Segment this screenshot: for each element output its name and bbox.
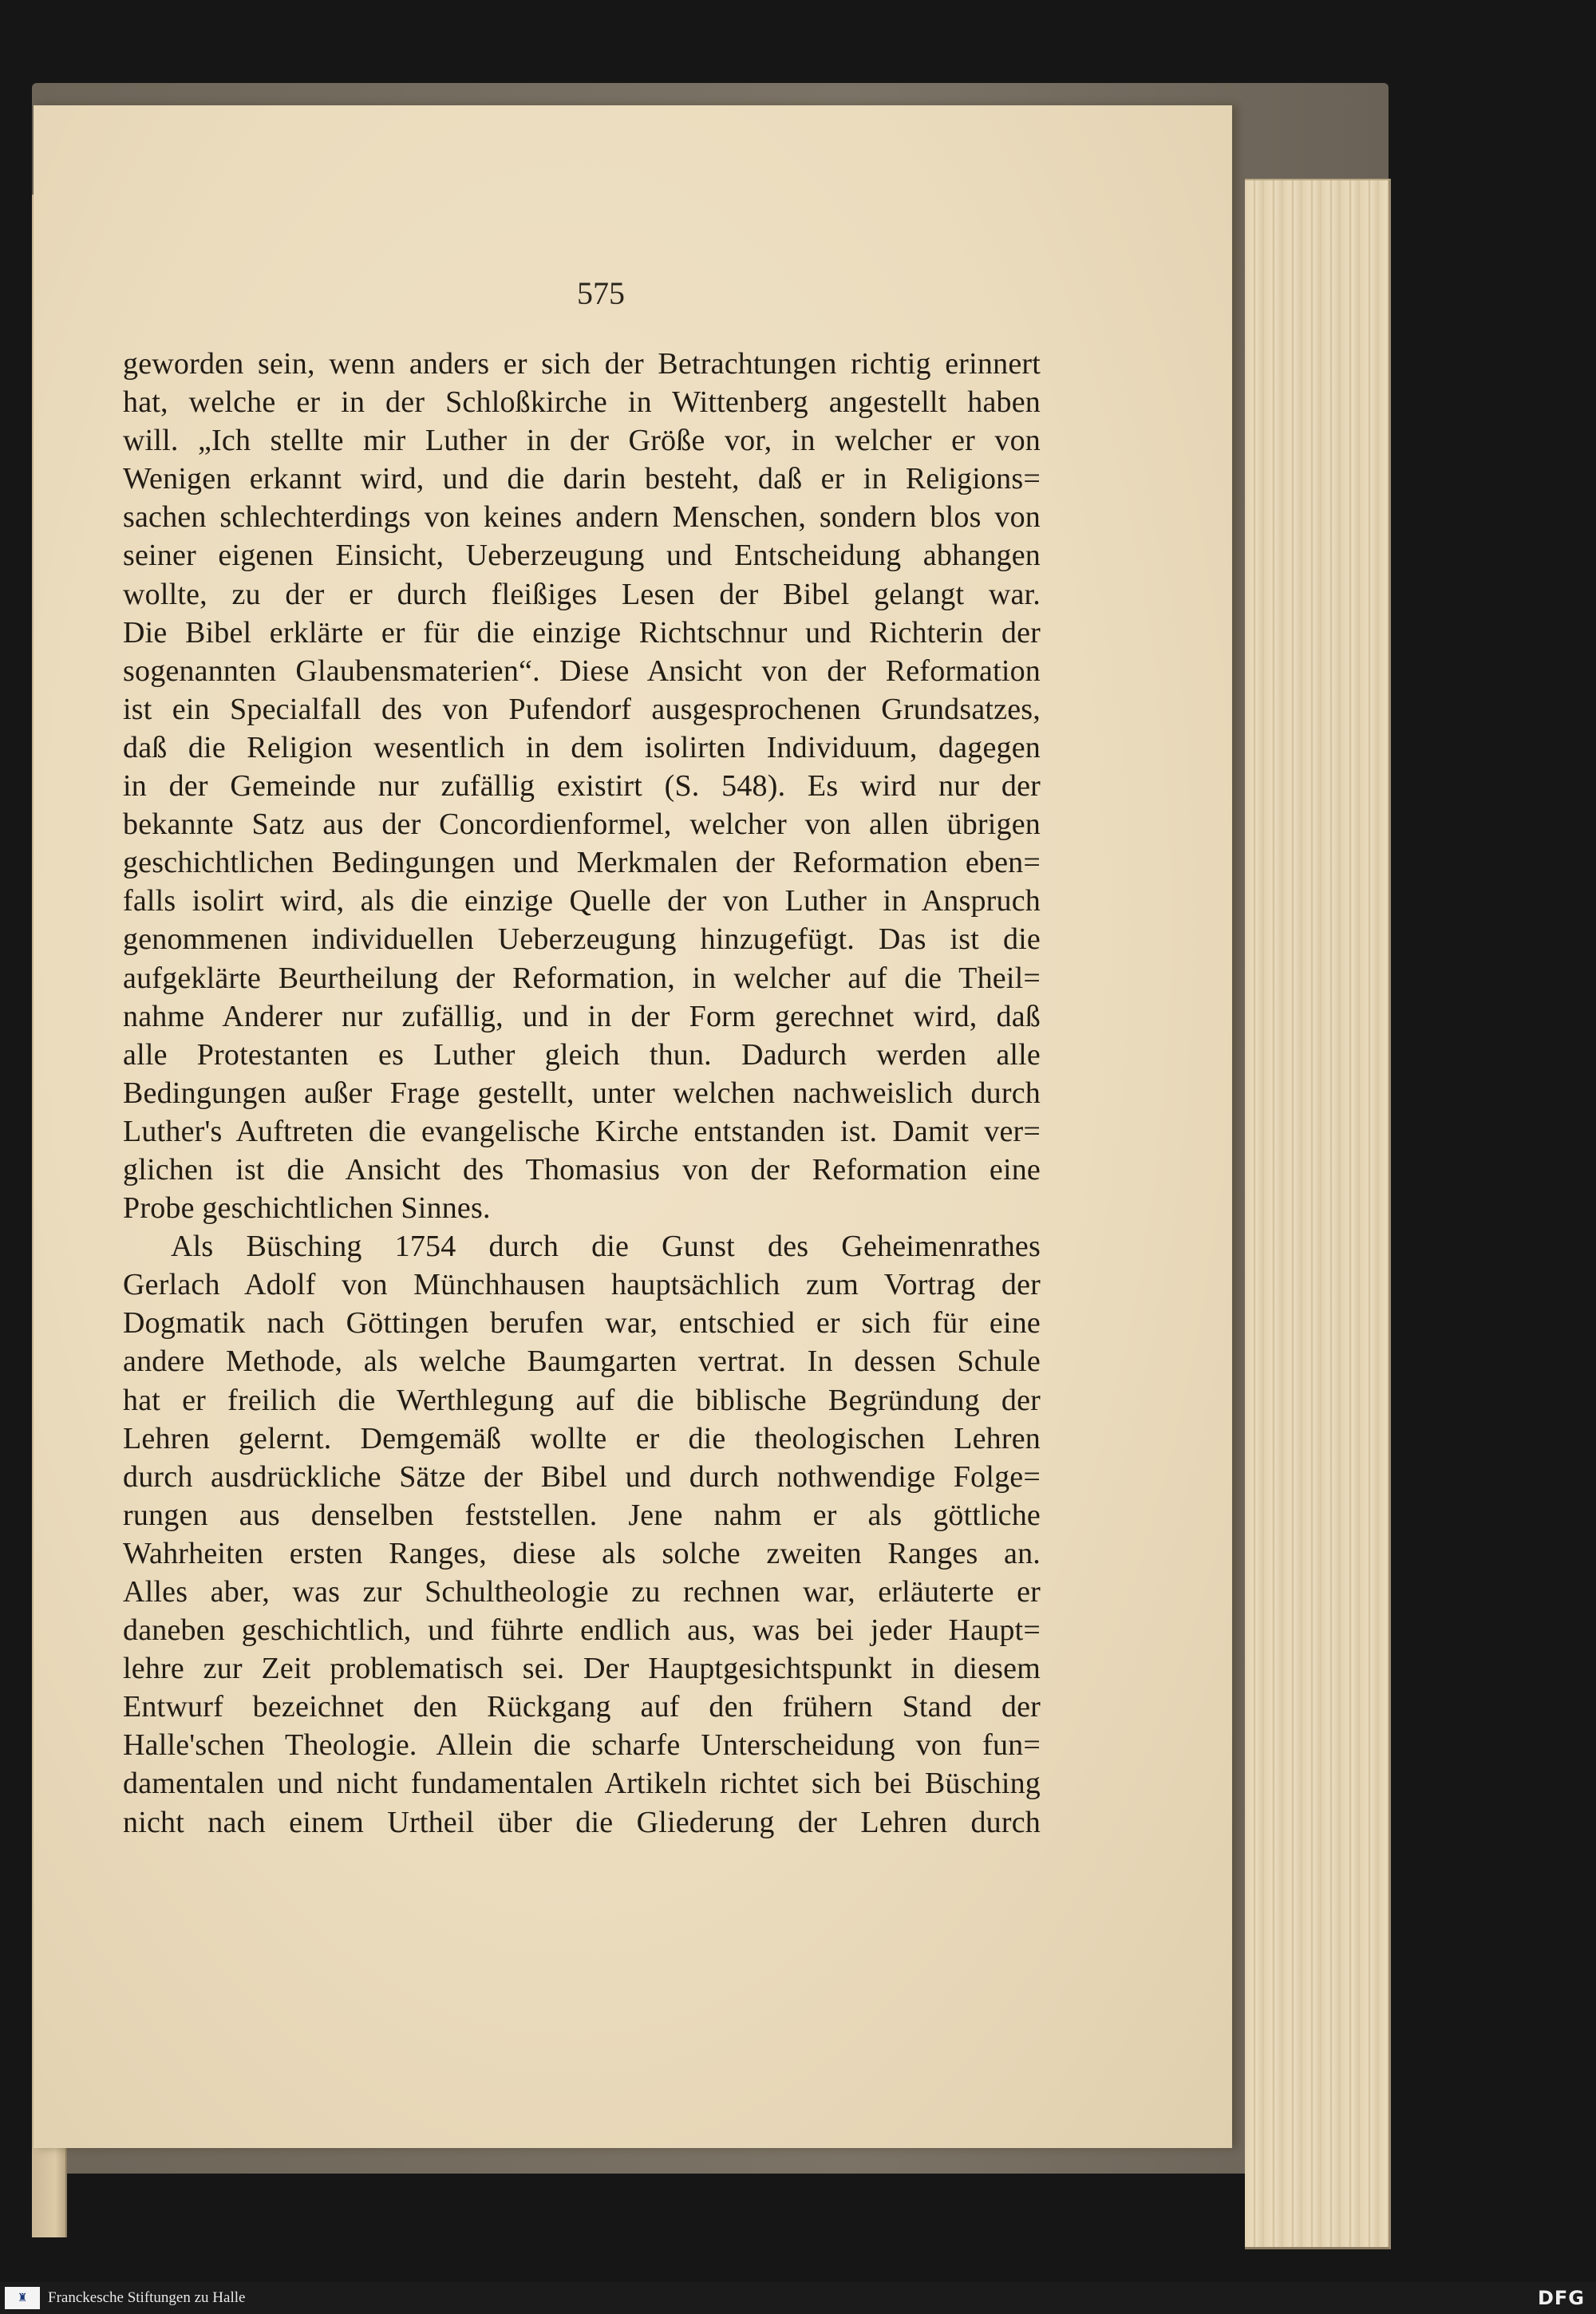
text-line: ist ein Specialfall des von Pufendorf ausgesprochenen Grundsatzes,	[123, 692, 1041, 726]
text-line: wollte, zu der er durch fleißiges Lesen der Bibel gelangt war.	[123, 577, 1041, 611]
text-line: bekannte Satz aus der Concordienformel, welcher von allen übrigen	[123, 808, 1041, 842]
page-number: 575	[577, 275, 625, 311]
text-line: Entwurf bezeichnet den Rückgang auf den frühern Stand der	[123, 1690, 1041, 1724]
text-line: lehre zur Zeit problematisch sei. Der Hauptgesichtspunkt in diesem	[123, 1652, 1041, 1686]
text-line: Als Büsching 1754 durch die Gunst des Geheimenrathes	[171, 1230, 1041, 1264]
text-line: Lehren gelernt. Demgemäß wollte er die theologischen Lehren	[123, 1421, 1041, 1455]
franckesche-stiftungen-logo-icon: ♜	[5, 2287, 40, 2309]
text-line: rungen aus denselben feststellen. Jene nahm er als göttliche	[123, 1498, 1041, 1532]
text-line: damentalen und nicht fundamentalen Artikeln richtet sich bei Büsching	[123, 1767, 1041, 1801]
text-line: durch ausdrückliche Sätze der Bibel und durch nothwendige Folge=	[123, 1459, 1041, 1494]
text-line: Wenigen erkannt wird, und die darin besteht, daß er in Religions=	[123, 462, 1041, 496]
right-page-edges	[1245, 179, 1391, 2249]
text-line: Dogmatik nach Göttingen berufen war, entschied er sich für eine	[123, 1306, 1041, 1341]
page-text-block	[123, 345, 1041, 1842]
text-line: Luther's Auftreten die evangelische Kirche entstanden ist. Damit ver=	[123, 1114, 1041, 1148]
text-line: glichen ist die Ansicht des Thomasius von der Reformation eine	[123, 1152, 1041, 1187]
text-line: sachen schlechterdings von keines andern Menschen, sondern blos von	[123, 500, 1041, 535]
viewer-footer-bar	[0, 2282, 1596, 2314]
text-line: nicht nach einem Urtheil über die Gliederung der Lehren durch	[123, 1805, 1041, 1839]
text-line: aufgeklärte Beurtheilung der Reformation, in welcher auf die Theil=	[123, 961, 1041, 995]
text-line: geworden sein, wenn anders er sich der Betrachtungen richtig erinnert	[123, 347, 1041, 381]
text-line: will. „Ich stellte mir Luther in der Größe vor, in welcher er von	[123, 424, 1041, 458]
text-line: nahme Anderer nur zufällig, und in der Form gerechnet wird, daß	[123, 999, 1041, 1033]
text-line: andere Methode, als welche Baumgarten vertrat. In dessen Schule	[123, 1345, 1041, 1379]
text-line: Die Bibel erklärte er für die einzige Richtschnur und Richterin der	[123, 615, 1041, 650]
text-line: seiner eigenen Einsicht, Ueberzeugung und Entscheidung abhangen	[123, 539, 1041, 573]
text-line: daß die Religion wesentlich in dem isolirten Individuum, dagegen	[123, 730, 1041, 764]
text-line: daneben geschichtlich, und führte endlich aus, was bei jeder Haupt=	[123, 1613, 1041, 1648]
text-line: Alles aber, was zur Schultheologie zu rechnen war, erläuterte er	[123, 1575, 1041, 1609]
book-page	[34, 105, 1232, 2148]
text-line: Gerlach Adolf von Münchhausen hauptsächlich zum Vortrag der	[123, 1268, 1041, 1302]
text-line: genommenen individuellen Ueberzeugung hinzugefügt. Das ist die	[123, 922, 1041, 957]
text-line: Wahrheiten ersten Ranges, diese als solche zweiten Ranges an.	[123, 1536, 1041, 1570]
text-line: falls isolirt wird, als die einzige Quelle der von Luther in Anspruch	[123, 884, 1041, 918]
text-line: Probe geschichtlichen Sinnes.	[123, 1191, 491, 1226]
text-line: Halle'schen Theologie. Allein die scharfe Unterscheidung von fun=	[123, 1728, 1041, 1763]
text-line: sogenannten Glaubensmaterien“. Diese Ansicht von der Reformation	[123, 654, 1041, 688]
dfg-logo: DFG	[1537, 2287, 1585, 2309]
text-line: hat, welche er in der Schloßkirche in Wittenberg angestellt haben	[123, 385, 1041, 420]
text-line: in der Gemeinde nur zufällig existirt (S. 548). Es wird nur der	[123, 769, 1041, 804]
text-line: Bedingungen außer Frage gestellt, unter welchen nachweislich durch	[123, 1076, 1041, 1110]
text-line: hat er freilich die Werthlegung auf die biblische Begründung der	[123, 1383, 1041, 1417]
text-line: alle Protestanten es Luther gleich thun. Dadurch werden alle	[123, 1037, 1041, 1072]
institution-credit: Franckesche Stiftungen zu Halle	[48, 2289, 246, 2306]
text-line: geschichtlichen Bedingungen und Merkmalen der Reformation eben=	[123, 846, 1041, 880]
